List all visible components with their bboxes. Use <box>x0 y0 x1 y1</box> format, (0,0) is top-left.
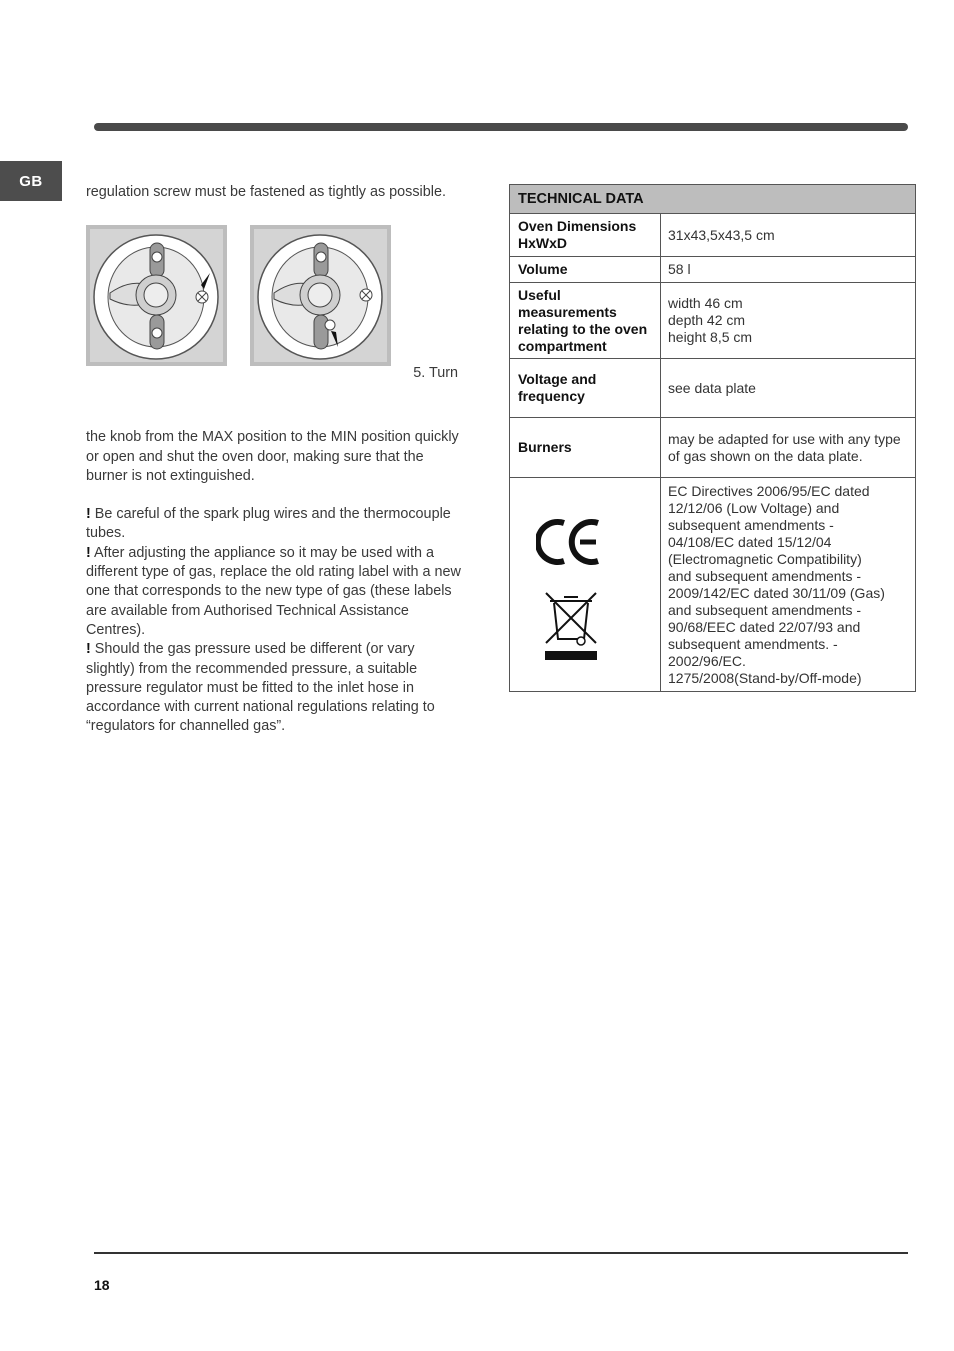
row-value: may be adapted for use with any type of gas shown on the data plate. <box>661 418 916 478</box>
warning-text: After adjusting the appliance so it may be used with a different type of gas, replace the old rating label with a new one that corresponds to the new type of gas (these labels are available from Authorised Technical Assistance Centres). <box>86 544 461 638</box>
ce-mark-icon <box>536 517 602 567</box>
step-number: 5. Turn <box>413 365 458 382</box>
directive-line: 04/108/EC dated 15/12/04 <box>668 533 832 550</box>
step-text: the knob from the MAX position to the MIN position quickly or open and shut the oven door, making sure that the burner is not extinguished. <box>86 429 459 484</box>
directives-text <box>661 478 916 692</box>
row-label: Volume <box>510 257 661 283</box>
row-value: 31x43,5x43,5 cm <box>661 214 916 257</box>
warning-text: Should the gas pressure used be different (or vary slightly) from the recommended pressure, a suitable pressure regulator must be fitted to the inlet hose in accordance with current national regulations relating to “regulators for channelled gas”. <box>86 641 435 735</box>
value-line: width 46 cm <box>668 295 743 311</box>
value-line: height 8,5 cm <box>668 329 753 345</box>
row-value: see data plate <box>661 359 916 418</box>
row-label: Useful measurements relating to the oven compartment <box>510 283 661 359</box>
table-row <box>510 418 916 478</box>
warning-mark: ! <box>86 544 91 561</box>
row-label: Oven Dimensions HxWxD <box>510 214 661 257</box>
table-header-row <box>510 185 916 214</box>
table-row <box>510 359 916 418</box>
crossed-out-wheelie-bin-icon <box>544 589 598 661</box>
gas-tap-regulation-screw-icon <box>86 225 227 366</box>
warning-item <box>86 640 466 736</box>
directive-line: 2009/142/EC dated 30/11/09 (Gas) <box>668 584 885 601</box>
top-rule <box>94 123 908 131</box>
page-number: 18 <box>94 1277 110 1293</box>
directive-line: and subsequent amendments - <box>668 567 862 584</box>
warning-text: Be careful of the spark plug wires and the thermocouple tubes. <box>86 506 451 542</box>
table-row <box>510 283 916 359</box>
figures <box>86 225 466 428</box>
instructions-column <box>86 183 466 737</box>
directive-line: (Electromagnetic Compatibility) <box>668 550 862 567</box>
directive-line: 1275/2008(Stand-by/Off-mode) <box>668 669 862 686</box>
row-label: Voltage and frequency <box>510 359 661 418</box>
bottom-rule <box>94 1252 908 1254</box>
directive-line: subsequent amendments - <box>668 516 834 533</box>
row-value <box>661 283 916 359</box>
table-row <box>510 214 916 257</box>
row-label: Burners <box>510 418 661 478</box>
warning-mark: ! <box>86 506 91 523</box>
directive-line: 12/12/06 (Low Voltage) and <box>668 499 840 516</box>
directive-line: subsequent amendments. - <box>668 635 838 652</box>
directive-line: and subsequent amendments - <box>668 601 862 618</box>
technical-data-table <box>509 184 916 692</box>
gas-tap-regulation-screw-icon <box>250 225 391 366</box>
value-line: depth 42 cm <box>668 312 746 328</box>
warning-mark: ! <box>86 641 91 658</box>
intro-text: regulation screw must be fastened as tightly as possible. <box>86 184 446 200</box>
table-row <box>510 478 916 692</box>
table-title: TECHNICAL DATA <box>510 185 916 214</box>
language-tab: GB <box>0 161 62 201</box>
warning-item <box>86 544 466 640</box>
directive-line: 90/68/EEC dated 22/07/93 and <box>668 618 861 635</box>
directive-line: 2002/96/EC. <box>668 652 746 669</box>
warning-item <box>86 505 466 544</box>
directive-line: EC Directives 2006/95/EC dated <box>668 482 870 499</box>
row-value: 58 l <box>661 257 916 283</box>
table-row <box>510 257 916 283</box>
certification-icons <box>510 478 661 692</box>
